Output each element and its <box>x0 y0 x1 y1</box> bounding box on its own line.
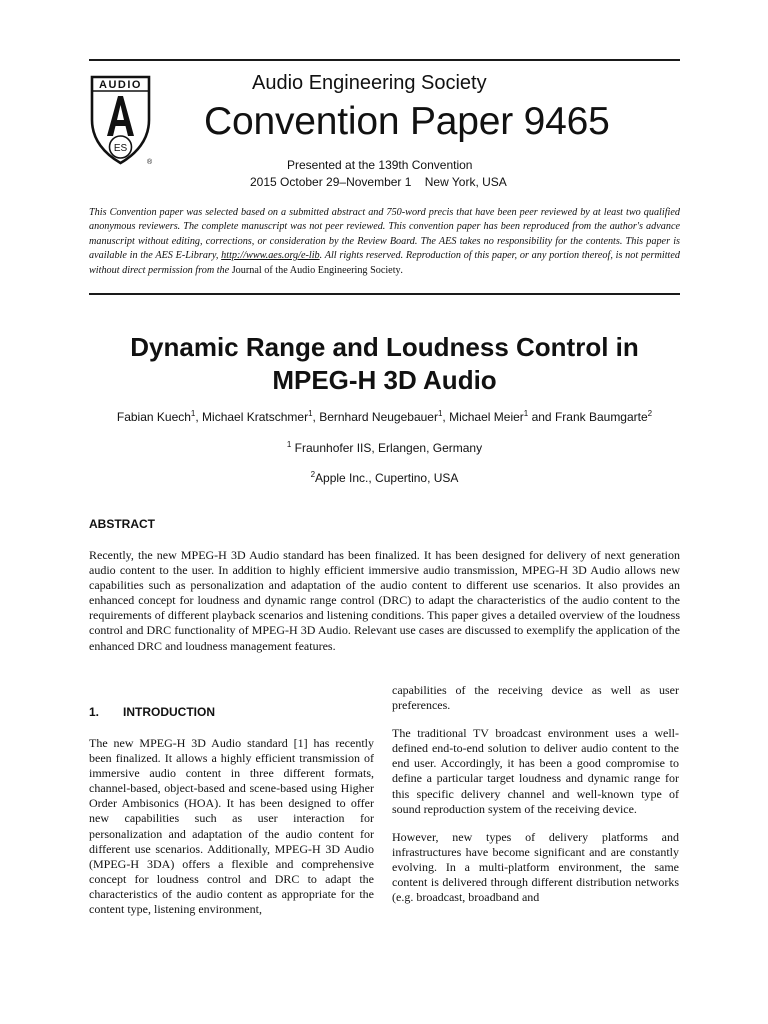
author-name: Frank Baumgarte <box>554 410 648 424</box>
society-name: Audio Engineering Society <box>252 72 487 94</box>
affiliation-number: 2 <box>310 470 316 479</box>
affiliation-text: Fraunhofer IIS, Erlangen, Germany <box>294 441 483 455</box>
author-affil: 1 <box>437 409 443 418</box>
author-separator: , <box>312 410 320 424</box>
notice-rule <box>89 293 680 295</box>
convention-notice <box>89 206 680 278</box>
affiliation-number: 1 <box>286 440 292 449</box>
aes-shield-logo-icon <box>89 74 155 166</box>
author-separator: and <box>528 410 555 424</box>
notice-text: This Convention paper was selected based on a submitted abstract and 750-word precis that have been peer reviewed by at least two qualified anonymous reviewers. The complete manuscript was not peer reviewed. This convention paper has been reproduced from the author's advance manuscript without editing, corrections, or consideration by the Review Board. The AES takes no responsibility for the contents. This paper is available in the AES E-Library, <box>89 207 680 262</box>
author-affil: 2 <box>647 409 653 418</box>
registered-mark: ® <box>147 159 153 166</box>
notice-text: . All rights reserved. Reproduction of this paper, or any portion thereof, is not permitted without direct permission from the <box>89 250 680 276</box>
logo-bottom-text: ES <box>113 143 128 154</box>
author-name: Michael Kratschmer <box>202 410 309 424</box>
date-location-line: 2015 October 29–November 1 New York, USA <box>250 175 507 189</box>
body-paragraph: The new MPEG-H 3D Audio standard [1] has recently been finalized. It allows a highly efficient transmission of immersive audio content in three different formats, channel-based, object-based and scene-based using Higher Order Ambisonics (HOA). It has been designed to offer new capabilities such as user interaction for personalization and adaptation of the audio content for different use scenarios. Additionally, MPEG-H 3D Audio (MPEG-H 3DA) offers a flexible and comprehensive concept for loudness control and DRC to adapt the characteristics of the audio content as appropriate for the content type, listening environment, <box>89 736 374 917</box>
abstract-text: Recently, the new MPEG-H 3D Audio standard has been finalized. It has been designed for delivery of next generation audio content to the user. In addition to highly efficient immersive audio transmission, MPEG-H 3D Audio allows new capabilities such as personalization and adaptation of the audio content to different use scenarios. It also provides an enhanced concept for loudness and dynamic range control (DRC) to adapt the characteristics of the audio content to the requirements of different playback scenarios and listening conditions. This paper gives a detailed overview of the loudness control and DRC functionality of MPEG-H 3D Audio. Relevant use cases are discussed to exemplify the application of the enhanced DRC and loudness management features. <box>89 548 680 653</box>
logo-top-text: AUDIO <box>99 79 142 91</box>
abstract-heading: ABSTRACT <box>89 517 155 531</box>
paper-title: Dynamic Range and Loudness Control in MPEG-H 3D Audio <box>130 332 639 395</box>
affiliation-text: Apple Inc., Cupertino, USA <box>315 471 459 485</box>
author-affil: 1 <box>190 409 196 418</box>
e-library-link[interactable]: http://www.aes.org/e-lib <box>221 250 320 262</box>
affiliation-1 <box>89 441 680 455</box>
author-name: Bernhard Neugebauer <box>319 410 438 424</box>
body-paragraph: The traditional TV broadcast environment uses a well-defined end-to-end solution to deliver audio content to the end user. Accordingly, it has been a good compromise to define a particular target loudness and dynamic range for this specific delivery channel and well-known type of sound reproduction system of the receiving device. <box>392 726 679 816</box>
top-rule <box>89 59 680 61</box>
right-column <box>392 683 679 918</box>
body-paragraph: capabilities of the receiving device as well as user preferences. <box>392 683 679 713</box>
author-list <box>89 410 680 424</box>
body-paragraph: However, new types of delivery platforms and infrastructures have become significant and are constantly evolving. In a multi-platform environment, the same content is delivered through different distribution networks (e.g. broadcast, broadband and <box>392 829 679 905</box>
section-number: 1. <box>89 705 100 719</box>
author-affil: 1 <box>308 409 313 418</box>
paper-type-title: Convention Paper 9465 <box>204 100 610 143</box>
section-title: INTRODUCTION <box>123 705 215 719</box>
section-heading <box>89 705 374 719</box>
author-separator: , <box>442 410 450 424</box>
journal-name: Journal of the Audio Engineering Society <box>231 264 401 276</box>
left-column <box>89 705 374 930</box>
notice-text: . <box>400 264 404 276</box>
author-affil: 1 <box>523 409 529 418</box>
presented-line: Presented at the 139th Convention <box>287 158 473 172</box>
author-name: Fabian Kuech <box>116 410 191 424</box>
affiliation-2 <box>89 471 680 485</box>
author-separator: , <box>195 410 203 424</box>
author-name: Michael Meier <box>449 410 524 424</box>
